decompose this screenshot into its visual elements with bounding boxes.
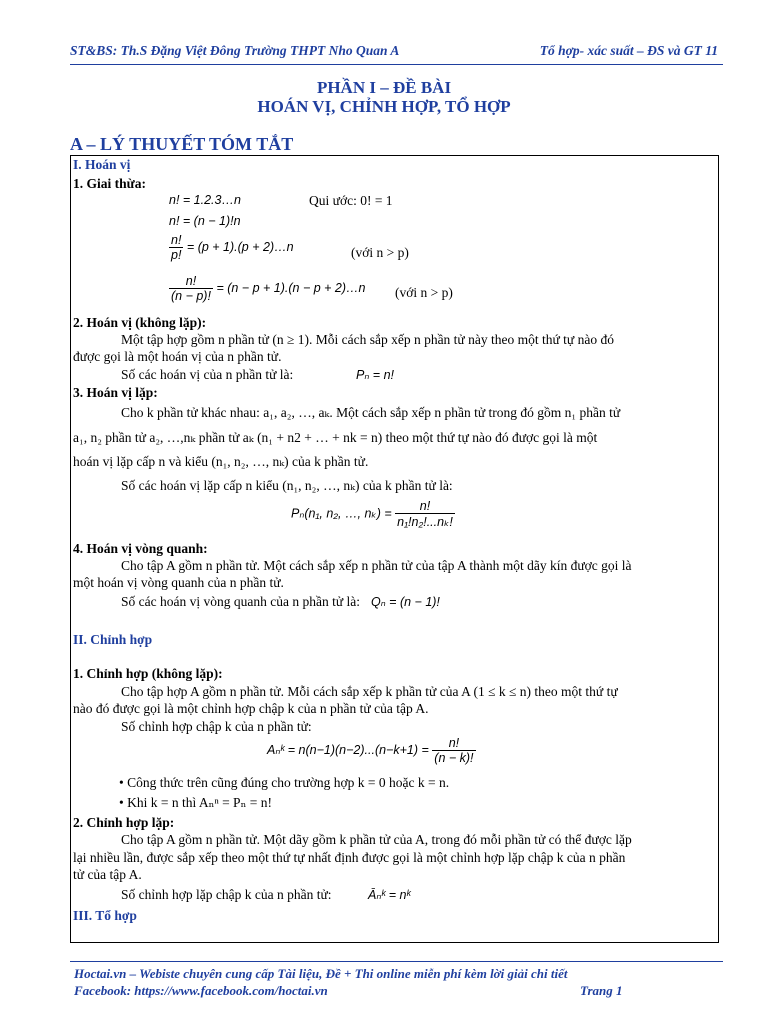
sec1-s3-heading: 3. Hoán vị lặp: [73, 385, 158, 400]
header-right: Tổ hợp- xác suất – ĐS và GT 11 [539, 43, 718, 58]
sec2-s2-heading: 2. Chỉnh hợp lặp: [73, 815, 175, 830]
factorial-ratio-cond: (với n > p) [351, 245, 409, 260]
sec2-s2-p4: Số chỉnh hợp lặp chập k của n phần tử: [121, 887, 332, 902]
doc-title-line2: HOÁN VỊ, CHỈNH HỢP, TỔ HỢP [257, 97, 511, 116]
sec1-s3-p1: Cho k phần tử khác nhau: a₁, a₂, …, aₖ. Một cách sắp xếp n phần tử trong đó gồm n₁ phần tử [121, 405, 621, 420]
facebook-link[interactable]: https://www.facebook.com/hoctai.vn [134, 983, 328, 998]
factorial-recursive: n! = (n − 1)!n [169, 214, 241, 228]
sec1-s2-p1: Một tập hợp gồm n phần tử (n ≥ 1). Mỗi cách sắp xếp n phần tử này theo một thứ tự nào đó [121, 332, 614, 347]
factorial-convention: Qui ước: 0! = 1 [309, 193, 393, 208]
doc-title-line1: PHẦN I – ĐỀ BÀI [316, 78, 452, 97]
sec1-s3-p4: Số các hoán vị lặp cấp n kiểu (n₁, n₂, …, nₖ) của k phần tử là: [121, 478, 453, 493]
permutation-formula: Pₙ = n! [356, 368, 394, 382]
sec1-s2-p2: được gọi là một hoán vị của n phần tử. [73, 349, 282, 364]
multinomial-formula: Pₙ(n₁, n₂, …, nₖ) = $\frac{n!}{\text{n₁!n₂!...nₖ!}}$ [291, 499, 453, 529]
circular-formula: Qₙ = (n − 1)! [371, 595, 440, 609]
sec2-bullet2: • Khi k = n thì Aₙⁿ = Pₙ = n! [119, 795, 273, 810]
sec1-heading: I. Hoán vị [73, 157, 131, 172]
sec1-s3-p2: a₁, n₂ phần tử a₂, …,nₖ phần tử aₖ (n₁ + n2 + … + nk = n) theo một thứ tự nào đó được gọi là một [73, 430, 598, 445]
page-number: Trang 1 [580, 983, 623, 998]
sec1-s2-heading: 2. Hoán vị (không lặp): [73, 315, 207, 330]
repeated-arrangement-formula: Āₙᵏ = nᵏ [368, 888, 411, 902]
sec2-bullet1: • Công thức trên cũng đúng cho trường hợp k = 0 hoặc k = n. [119, 775, 450, 790]
sec1-s4-heading: 4. Hoán vị vòng quanh: [73, 541, 208, 556]
footer-rule [70, 961, 723, 962]
page-header [70, 43, 718, 59]
sec1-s4-p1: Cho tập A gồm n phần tử. Một cách sắp xếp n phần tử của tập A thành một dãy kín được gọi là [121, 558, 632, 573]
factorial-ratio2: $\frac{n!}{(n - p)!}$ = (n − p + 1).(n − p + 2)…n [171, 274, 366, 303]
sec1-s2-p3: Số các hoán vị của n phần tử là: [121, 367, 294, 382]
sec2-s2-p2: lại nhiều lần, được sắp xếp theo một thứ tự nhất định được gọi là một chỉnh hợp lặp chập k của n phần [73, 850, 626, 865]
factorial-def: n! = 1.2.3…n [169, 193, 241, 207]
sec2-s1-p3: Số chỉnh hợp chập k của n phần tử: [121, 719, 312, 734]
arrangement-formula: Aₙᵏ = n(n−1)(n−2)...(n−k+1) = $\frac{n!}{(n - k)!}$ [267, 736, 474, 765]
header-rule [70, 64, 723, 65]
sec2-s2-p1: Cho tập A gồm n phần tử. Một dãy gồm k phần tử của A, trong đó mỗi phần tử có thể được lặp [121, 832, 632, 847]
footer-facebook: Facebook: https://www.facebook.com/hoctai.vn [74, 983, 328, 998]
sec2-s1-heading: 1. Chỉnh hợp (không lặp): [73, 666, 223, 681]
factorial-ratio: $\frac{n!}{p!}$ = (p + 1).(p + 2)…n [171, 233, 294, 262]
sec2-heading: II. Chỉnh hợp [73, 632, 153, 647]
sec1-s3-p3: hoán vị lặp cấp n và kiểu (n₁, n₂, …, nₖ) của k phần tử. [73, 454, 369, 469]
sec2-s2-p3: tử của tập A. [73, 867, 142, 882]
sec1-s1-heading: 1. Giai thừa: [73, 176, 146, 191]
factorial-ratio2-cond: (với n > p) [395, 285, 453, 300]
sec2-s1-p2: nào đó được gọi là một chỉnh hợp chập k của n phần tử của tập A. [73, 701, 429, 716]
section-a-heading: A – LÝ THUYẾT TÓM TẮT [70, 134, 294, 154]
sec1-s4-p2: một hoán vị vòng quanh của n phần tử. [73, 575, 284, 590]
sec2-s1-p1: Cho tập hợp A gồm n phần tử. Mỗi cách sắp xếp k phần tử của A (1 ≤ k ≤ n) theo một thứ tự [121, 684, 618, 699]
sec1-s4-p3: Số các hoán vị vòng quanh của n phần tử là: [121, 594, 361, 609]
theory-box [70, 155, 719, 943]
footer-line1: Hoctai.vn – Webiste chuyên cung cấp Tài liệu, Đề + Thi online miễn phí kèm lời giải chi tiết [74, 966, 568, 981]
sec3-heading: III. Tổ hợp [73, 908, 137, 923]
header-left: ST&BS: Th.S Đặng Việt Đông Trường THPT Nho Quan A [70, 43, 400, 58]
